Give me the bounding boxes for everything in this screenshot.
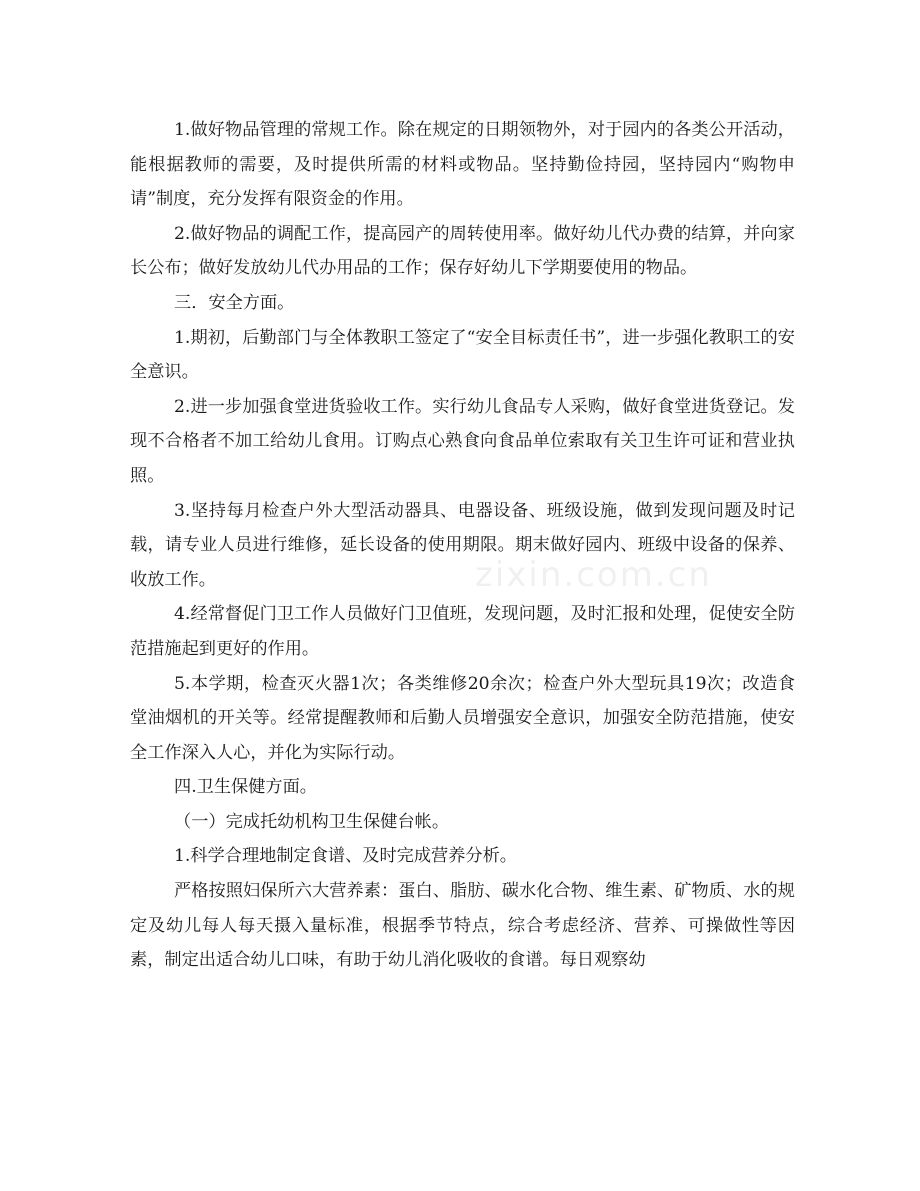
paragraph-supplies-routine: 1.做好物品管理的常规工作。除在规定的日期领物外，对于园内的各类公开活动，能根据教师的需要，及时提供所需的材料或物品。坚持勤俭持园，坚持园内“购物申请”制度，充分发挥有限资金的作用。: [130, 120, 795, 210]
section-heading-health: 四.卫生保健方面。: [174, 777, 317, 798]
paragraph-equipment-check: 3.坚持每月检查户外大型活动器具、电器设备、班级设施，做到发现问题及时记载，请专业人员进行维修，延长设备的使用期限。期末做好园内、班级中设备的保养、收放工作。: [130, 500, 795, 590]
subsection-heading-ledger: （一）完成托幼机构卫生保健台帐。: [174, 811, 450, 832]
paragraph-supplies-allocation: 2.做好物品的调配工作，提高园产的周转使用率。做好幼儿代办费的结算，并向家长公布；做好发放幼儿代办用品的工作；保存好幼儿下学期要使用的物品。: [130, 223, 795, 279]
document-body: [130, 113, 795, 978]
paragraph-nutrition-standards: 严格按照妇保所六大营养素：蛋白、脂肪、碳水化合物、维生素、矿物质、水的规定及幼儿每人每天摄入量标准，根据季节特点，综合考虑经济、营养、可操做性等因素，制定出适合幼儿口味，有助于幼儿消化吸收的食谱。每日观察幼: [130, 881, 795, 971]
paragraph-menu-planning: 1.科学合理地制定食谱、及时完成营养分析。: [174, 846, 517, 867]
section-heading-safety: 三．安全方面。: [174, 292, 295, 313]
watermark: zixin.com.cn: [475, 555, 712, 595]
paragraph-safety-responsibility: 1.期初，后勤部门与全体教职工签定了“安全目标责任书”，进一步强化教职工的安全意识。: [130, 327, 795, 383]
paragraph-semester-stats: 5.本学期，检查灭火器1次；各类维修20余次；检查户外大型玩具19次；改造食堂油烟机的开关等。经常提醒教师和后勤人员增强安全意识，加强安全防范措施，使安全工作深入人心，并化为实际行动。: [130, 673, 795, 763]
paragraph-guard-duty: 4.经常督促门卫工作人员做好门卫值班，发现问题，及时汇报和处理，促使安全防范措施起到更好的作用。: [130, 604, 795, 659]
paragraph-canteen-inspection: 2.进一步加强食堂进货验收工作。实行幼儿食品专人采购，做好食堂进货登记。发现不合格者不加工给幼儿食用。订购点心熟食向食品单位索取有关卫生许可证和营业执照。: [130, 396, 795, 486]
